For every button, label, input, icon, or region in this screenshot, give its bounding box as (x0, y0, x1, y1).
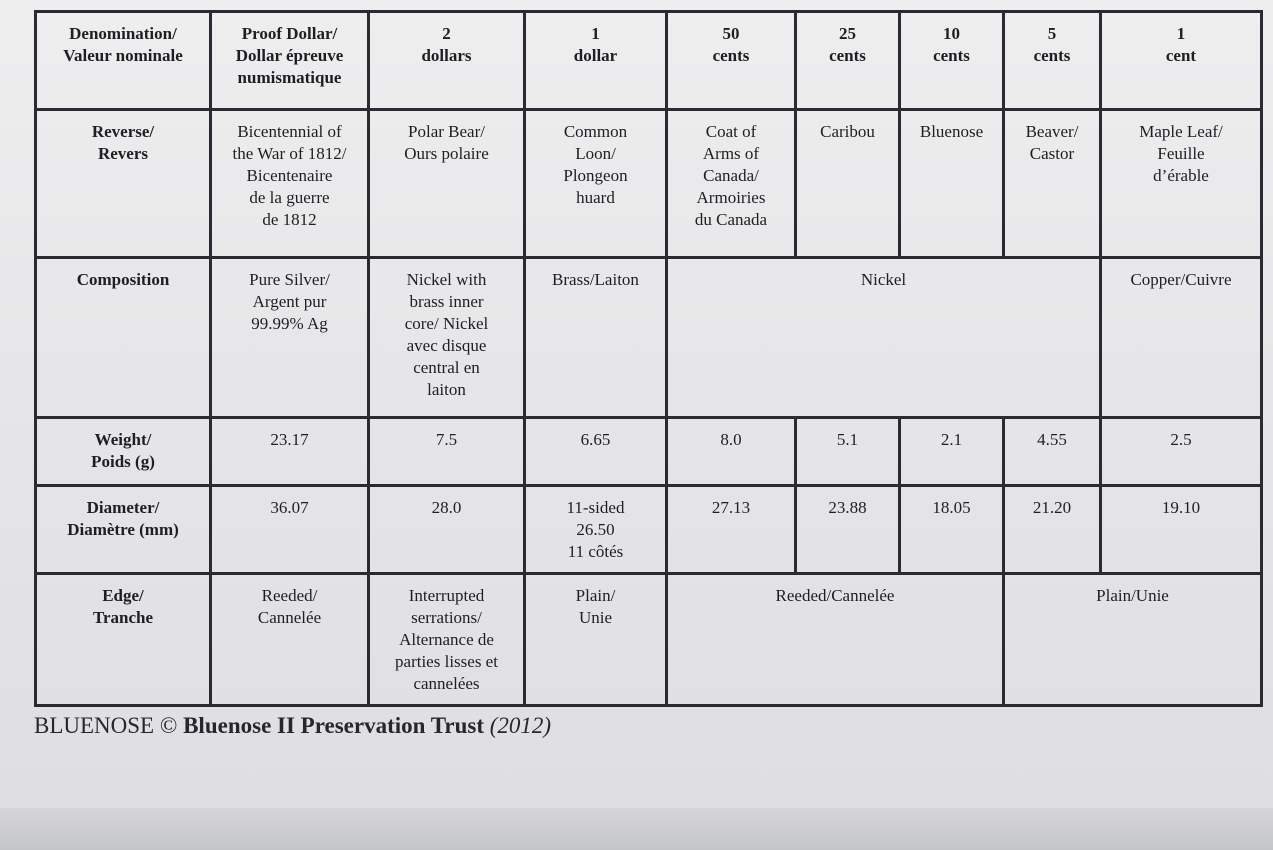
reverse-two-dollars (369, 110, 525, 258)
cell-line: 25 (839, 24, 856, 43)
cell-line: cannelées (413, 674, 480, 693)
cell-line: 26.50 (576, 520, 615, 539)
cell-line: serrations/ (411, 608, 482, 627)
cell-line: cent (1165, 46, 1197, 65)
cell-line: cents (1033, 46, 1071, 65)
cell-line: core/ Nickel (404, 314, 489, 333)
reverse-twenty-five-cents (796, 110, 900, 258)
cell-line: Reeded/ (261, 586, 318, 605)
composition-one-dollar (525, 258, 667, 418)
cell-line: Brass/Laiton (552, 270, 639, 289)
cell-line: Ours polaire (404, 144, 489, 163)
header-twenty-five-cents (796, 12, 900, 110)
cell-line: de 1812 (262, 210, 317, 229)
footer-prefix: BLUENOSE © (34, 713, 178, 738)
header-denomination-label (36, 12, 211, 110)
cell-line: Beaver/ (1025, 122, 1079, 141)
cell-line: the War of 1812/ (232, 144, 347, 163)
cell-line: Revers (97, 144, 149, 163)
cell-line: Bicentenaire (246, 166, 333, 185)
cell-line: Loon/ (575, 144, 616, 163)
weight-two-dollars: 7.5 (369, 418, 525, 486)
cell-line: Armoiries (696, 188, 766, 207)
cell-line: numismatique (237, 68, 342, 87)
cell-line: 10 (943, 24, 960, 43)
reverse-fifty-cents (667, 110, 796, 258)
diameter-row (36, 486, 1262, 574)
cell-line: 11 côtés (567, 542, 624, 561)
diameter-two-dollars: 28.0 (369, 486, 525, 574)
cell-line: d’érable (1153, 166, 1209, 185)
edge-five-and-one-cent (1004, 574, 1262, 706)
cell-line: Diameter/ (86, 498, 160, 517)
cell-line: du Canada (694, 210, 768, 229)
cell-line: cents (829, 46, 866, 65)
cell-line: Maple Leaf/ (1139, 122, 1223, 141)
header-five-cents (1004, 12, 1101, 110)
cell-line: Coat of (705, 122, 757, 141)
header-two-dollars (369, 12, 525, 110)
header-ten-cents (900, 12, 1004, 110)
cell-line: Polar Bear/ (408, 122, 485, 141)
cell-line: Canada/ (703, 166, 759, 185)
edge-proof-dollar (211, 574, 369, 706)
reverse-ten-cents (900, 110, 1004, 258)
diameter-one-dollar (525, 486, 667, 574)
header-one-cent (1101, 12, 1262, 110)
cell-line: Plongeon (563, 166, 628, 185)
header-fifty-cents (667, 12, 796, 110)
cell-line: huard (576, 188, 615, 207)
weight-proof-dollar: 23.17 (211, 418, 369, 486)
cell-line: Nickel (860, 270, 907, 289)
cell-line: Feuille (1157, 144, 1205, 163)
cell-line: Common (563, 122, 628, 141)
cell-line: Plain/Unie (1096, 586, 1169, 605)
cell-line: Cannelée (257, 608, 322, 627)
row-label-reverse (36, 110, 211, 258)
composition-one-cent (1101, 258, 1262, 418)
cell-line: de la guerre (249, 188, 330, 207)
cell-line: 1 (591, 24, 600, 43)
cell-line: Unie (578, 608, 613, 627)
cell-line: Edge/ (102, 586, 144, 605)
row-label-edge (36, 574, 211, 706)
reverse-proof-dollar (211, 110, 369, 258)
cell-line: parties lisses et (395, 652, 498, 671)
row-label-weight (36, 418, 211, 486)
composition-two-dollars (369, 258, 525, 418)
cell-line: dollars (421, 46, 472, 65)
cell-line: cents (712, 46, 750, 65)
edge-one-dollar (525, 574, 667, 706)
weight-ten-cents: 2.1 (900, 418, 1004, 486)
header-proof-dollar (211, 12, 369, 110)
weight-fifty-cents: 8.0 (667, 418, 796, 486)
cell-line: Reverse/ (91, 122, 155, 141)
cell-line: Diamètre (mm) (67, 520, 179, 539)
cell-line: Bluenose (919, 122, 984, 141)
cell-line: Nickel with (406, 270, 487, 289)
cell-line: laiton (427, 380, 466, 399)
cell-line: Poids (g) (91, 452, 155, 471)
composition-fifty-to-five-cents (667, 258, 1101, 418)
edge-fifty-to-ten-cents (667, 574, 1004, 706)
edge-row (36, 574, 1262, 706)
cell-line: Tranche (92, 608, 154, 627)
reverse-row (36, 110, 1262, 258)
cell-line: Pure Silver/ (249, 270, 330, 289)
cell-line: Caribou (820, 122, 875, 141)
cell-line: Castor (1029, 144, 1075, 163)
cell-line: Alternance de (399, 630, 494, 649)
cell-line: 11-sided (566, 498, 625, 517)
cell-line: central en (413, 358, 480, 377)
weight-one-cent: 2.5 (1101, 418, 1262, 486)
row-label-composition (36, 258, 211, 418)
cell-line: Weight/ (94, 430, 152, 449)
cell-line: Reeded/Cannelée (775, 586, 895, 605)
diameter-proof-dollar: 36.07 (211, 486, 369, 574)
cell-line: Arms of (702, 144, 760, 163)
header-one-dollar (525, 12, 667, 110)
cell-line: Plain/ (575, 586, 616, 605)
cell-line: Copper/Cuivre (1130, 270, 1232, 289)
diameter-five-cents: 21.20 (1004, 486, 1101, 574)
row-label-diameter (36, 486, 211, 574)
cell-line: Argent pur (252, 292, 327, 311)
cell-line: cents (933, 46, 970, 65)
footer-year: (2012) (489, 713, 552, 738)
composition-proof-dollar (211, 258, 369, 418)
reverse-one-dollar (525, 110, 667, 258)
card-edge-shadow (0, 808, 1273, 850)
cell-line: 2 (442, 24, 451, 43)
cell-line: dollar (573, 46, 618, 65)
footer-owner: Bluenose II Preservation Trust (183, 713, 485, 738)
cell-line: Dollar épreuve (235, 46, 344, 65)
cell-line: Bicentennial of (237, 122, 342, 141)
cell-line: Interrupted (408, 586, 485, 605)
diameter-twenty-five-cents: 23.88 (796, 486, 900, 574)
composition-row (36, 258, 1262, 418)
cell-line: 1 (1176, 24, 1186, 43)
weight-five-cents: 4.55 (1004, 418, 1101, 486)
weight-twenty-five-cents: 5.1 (796, 418, 900, 486)
edge-two-dollars (369, 574, 525, 706)
weight-one-dollar: 6.65 (525, 418, 667, 486)
diameter-fifty-cents: 27.13 (667, 486, 796, 574)
cell-line: Proof Dollar/ (241, 24, 338, 43)
cell-line: avec disque (406, 336, 487, 355)
weight-row (36, 418, 1262, 486)
header-row (36, 12, 1262, 110)
cell-line: 99.99% Ag (251, 314, 328, 333)
cell-line: Valeur nominale (63, 46, 183, 65)
cell-line: brass inner (409, 292, 484, 311)
reverse-five-cents (1004, 110, 1101, 258)
diameter-one-cent: 19.10 (1101, 486, 1262, 574)
cell-line: Composition (76, 270, 170, 289)
coin-specifications-table (34, 10, 1263, 707)
cell-line: 5 (1047, 24, 1057, 43)
copyright-footer (34, 713, 551, 739)
diameter-ten-cents: 18.05 (900, 486, 1004, 574)
cell-line: Denomination/ (69, 24, 177, 43)
reverse-one-cent (1101, 110, 1262, 258)
cell-line: 50 (722, 24, 740, 43)
